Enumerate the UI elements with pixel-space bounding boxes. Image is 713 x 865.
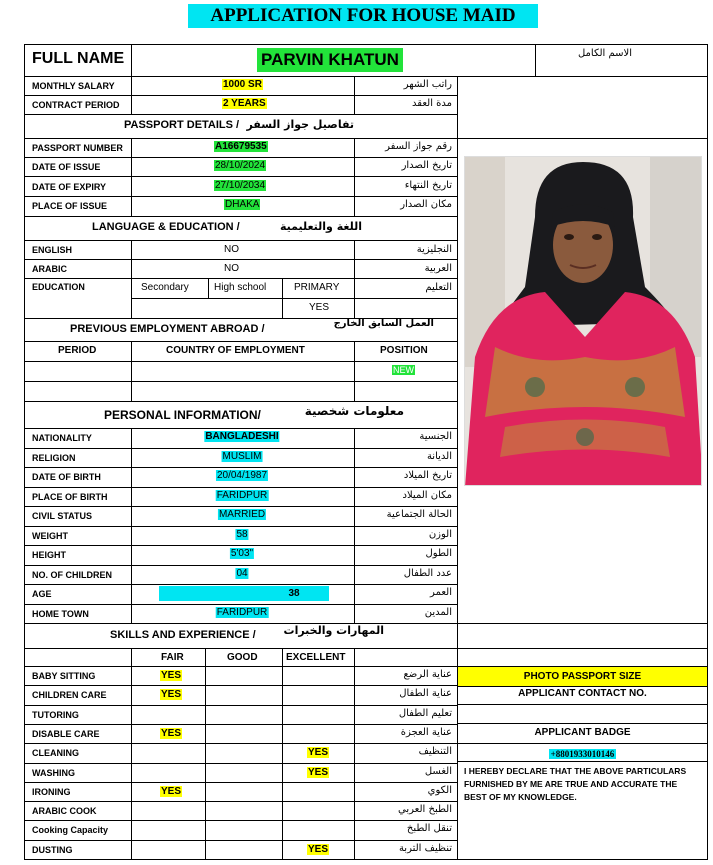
personal-value: 5'03" <box>230 548 254 559</box>
applicant-photo <box>464 156 702 486</box>
row-divider <box>24 685 457 686</box>
personal-label: PLACE OF BIRTH <box>32 491 108 502</box>
personal-label: WEIGHT <box>32 530 68 541</box>
skill-arabic: عناية الرضع <box>403 669 452 680</box>
personal-arabic: الطول <box>425 548 452 559</box>
personal-label: NO. OF CHILDREN <box>32 569 112 580</box>
skill-label: ARABIC COOK <box>32 806 97 817</box>
left-border <box>24 44 25 860</box>
date-of-issue-arabic: تاريخ الصدار <box>401 160 452 171</box>
education-primary-value: YES <box>309 302 330 313</box>
arabic-label: ARABIC <box>32 264 67 274</box>
skill-label: WASHING <box>32 767 76 778</box>
contract-value: 2 YEARS <box>223 98 266 109</box>
row-divider <box>24 724 457 725</box>
salary-label: MONTHLY SALARY <box>32 81 115 91</box>
education-secondary: Secondary <box>141 282 189 293</box>
date-of-expiry-arabic: تاريخ النتهاء <box>404 180 452 191</box>
skill-label: Cooking Capacity <box>32 825 109 836</box>
personal-arabic: الوزن <box>428 528 452 540</box>
language-section-arabic: اللغة والتعليمية <box>279 220 362 233</box>
row-divider <box>24 801 457 802</box>
personal-arabic: الجنسية <box>419 431 452 442</box>
skill-arabic: تنظيف التربة <box>398 842 452 854</box>
passport-number-arabic: رقم جواز السفر <box>385 141 452 152</box>
arabic-arabic: العربية <box>424 263 452 274</box>
row-divider <box>24 467 457 468</box>
skill-label: BABY SITTING <box>32 671 96 681</box>
personal-arabic: الحالة الجتماعية <box>386 509 452 520</box>
education-arabic: التعليم <box>425 282 452 293</box>
declaration-line-2: FURNISHED BY ME ARE TRUE AND ACCURATE THE <box>464 779 678 789</box>
personal-label: NATIONALITY <box>32 433 92 443</box>
phone-number: +8801933010146 <box>550 749 615 759</box>
prev-period-header: PERIOD <box>58 345 97 356</box>
personal-value: FARIDPUR <box>216 489 268 501</box>
english-value: NO <box>224 244 239 255</box>
skill-fair-mark: YES <box>161 785 182 797</box>
education-high-school: High school <box>214 282 267 293</box>
personal-value: BANGLADESHI <box>205 431 279 442</box>
prev-position-value: NEW <box>393 365 414 375</box>
row-divider <box>24 584 457 585</box>
skill-label: DISABLE CARE <box>32 728 100 739</box>
skills-good-header: GOOD <box>227 652 258 663</box>
education-label: EDUCATION <box>32 282 85 292</box>
row-divider <box>24 506 457 507</box>
personal-value: 58 <box>236 528 248 540</box>
row-divider <box>24 448 457 449</box>
full-name-value: PARVIN KHATUN <box>257 48 403 72</box>
skill-arabic: عناية العجزة <box>400 726 452 738</box>
personal-value: MUSLIM <box>222 450 262 462</box>
row-divider <box>24 565 457 566</box>
skill-label: TUTORING <box>32 709 79 720</box>
row-divider <box>24 820 457 821</box>
prev-employment-label: PREVIOUS EMPLOYMENT ABROAD / <box>70 323 265 335</box>
full-name-arabic: الاسم الكامل <box>577 48 632 59</box>
skill-arabic: الطبخ العربي <box>398 804 452 816</box>
photo-size-label: PHOTO PASSPORT SIZE <box>458 667 707 686</box>
row-divider <box>24 526 457 527</box>
skills-excellent-header: EXCELLENT <box>286 652 346 663</box>
declaration <box>464 765 704 804</box>
english-label: ENGLISH <box>32 245 73 255</box>
row-divider <box>24 763 457 764</box>
personal-value: MARRIED <box>218 509 266 520</box>
row-divider <box>24 743 457 744</box>
skill-arabic: عناية الطفال <box>399 688 452 700</box>
skill-excellent-mark: YES <box>308 843 329 855</box>
skill-fair-mark: YES <box>161 727 182 739</box>
skill-arabic: التنظيف <box>418 746 452 758</box>
personal-label: RELIGION <box>32 452 76 463</box>
personal-value: 04 <box>236 567 248 579</box>
place-of-issue-value: DHAKA <box>225 199 260 210</box>
skills-section-arabic: المهارات والخبرات <box>283 624 384 637</box>
personal-arabic: عدد الطفال <box>403 567 452 579</box>
row-divider <box>24 604 457 605</box>
row-divider <box>24 487 457 488</box>
arabic-value: NO <box>224 263 239 274</box>
personal-arabic: العمر <box>430 587 452 598</box>
phone-cell <box>458 744 707 761</box>
education-primary: PRIMARY <box>294 282 340 293</box>
row-divider <box>24 545 457 546</box>
personal-section-arabic: معلومات شخصية <box>304 404 404 418</box>
declaration-line-1: I HEREBY DECLARE THAT THE ABOVE PARTICULARS <box>464 766 687 776</box>
personal-label: AGE <box>32 589 52 599</box>
skills-section-label: SKILLS AND EXPERIENCE / <box>110 629 256 641</box>
language-section-label: LANGUAGE & EDUCATION / <box>92 221 240 233</box>
bottom-border <box>24 859 708 860</box>
row-divider <box>24 840 457 841</box>
passport-number-value: A16679535 <box>215 141 267 152</box>
personal-arabic: الديانة <box>426 450 452 462</box>
row-divider <box>24 782 457 783</box>
top-border <box>24 44 708 45</box>
application-form <box>24 4 708 860</box>
personal-label: CIVIL STATUS <box>32 511 93 521</box>
salary-arabic: راتب الشهر <box>403 79 452 90</box>
personal-section-label: PERSONAL INFORMATION/ <box>104 408 261 422</box>
passport-section-arabic: تفاصيل جواز السفر <box>246 118 354 131</box>
skill-label: CLEANING <box>32 748 79 759</box>
skill-label: CHILDREN CARE <box>32 690 107 701</box>
salary-value: 1000 SR <box>223 79 262 90</box>
contact-label: APPLICANT CONTACT NO. <box>518 688 647 699</box>
english-arabic: النجليزية <box>416 244 452 255</box>
skill-excellent-mark: YES <box>308 747 329 759</box>
contract-label: CONTRACT PERIOD <box>32 100 120 110</box>
personal-arabic: مكان الميلاد <box>402 489 452 501</box>
date-of-issue-value: 28/10/2024 <box>215 160 266 171</box>
prev-employment-arabic: العمل السابق الخارج <box>333 318 434 329</box>
personal-value: FARIDPUR <box>216 606 268 618</box>
skill-arabic: الغسل <box>424 765 452 777</box>
contract-arabic: مدة العقد <box>412 98 452 109</box>
applicant-photo-image <box>465 157 702 486</box>
right-border <box>707 44 708 860</box>
skill-fair-mark: YES <box>161 670 182 681</box>
personal-value: 20/04/1987 <box>216 470 268 481</box>
passport-section-label: PASSPORT DETAILS / <box>124 119 240 131</box>
badge-label: APPLICANT BADGE <box>534 727 631 738</box>
personal-label: HEIGHT <box>32 550 67 560</box>
skill-excellent-mark: YES <box>308 766 329 778</box>
date-of-expiry-label: DATE OF EXPIRY <box>32 182 107 192</box>
skill-arabic: تنقل الطبخ <box>406 823 452 835</box>
skill-fair-mark: YES <box>161 689 182 701</box>
passport-number-label: PASSPORT NUMBER <box>32 143 123 153</box>
skills-fair-header: FAIR <box>161 652 184 663</box>
date-of-issue-label: DATE OF ISSUE <box>32 162 101 172</box>
date-of-expiry-value: 27/10/2034 <box>215 180 266 191</box>
skill-arabic: تعليم الطفال <box>398 707 452 719</box>
personal-arabic: المدين <box>424 606 452 618</box>
personal-label: HOME TOWN <box>32 608 89 619</box>
place-of-issue-arabic: مكان الصدار <box>400 199 452 210</box>
personal-arabic: تاريخ الميلاد <box>403 470 452 481</box>
prev-country-header: COUNTRY OF EMPLOYMENT <box>166 345 305 356</box>
personal-value: 38 <box>159 586 329 601</box>
skill-label: DUSTING <box>32 844 73 855</box>
place-of-issue-label: PLACE OF ISSUE <box>32 201 108 211</box>
personal-label: DATE OF BIRTH <box>32 472 101 482</box>
form-title: APPLICATION FOR HOUSE MAID <box>188 4 538 28</box>
skill-arabic: الكوي <box>427 784 452 796</box>
declaration-line-3: BEST OF MY KNOWLEDGE. <box>464 792 577 802</box>
row-divider <box>24 705 457 706</box>
prev-position-header: POSITION <box>380 345 428 356</box>
full-name-label: FULL NAME <box>32 50 125 67</box>
skill-label: IRONING <box>32 786 71 797</box>
